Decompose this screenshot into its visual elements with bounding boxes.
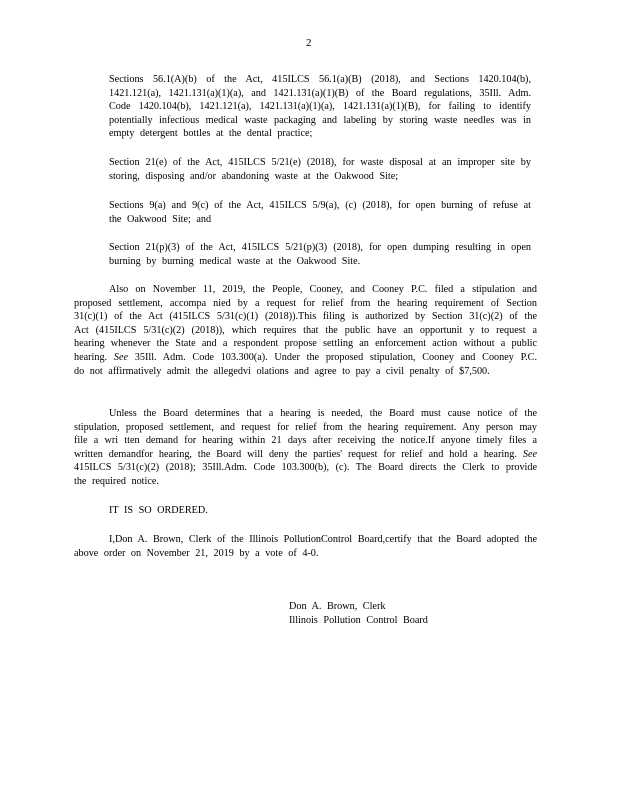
paragraph-waste-disposal-violation (109, 156, 531, 183)
signer-name: Don A. Brown, Clerk (289, 601, 386, 612)
paragraph-text: Sections 56.1(A)(b) of the Act, 415ILCS 56.1(a)(B) (2018), and Sections 1420.104(b), 1421.121(a), 1421.131(a)(1)(a), and 1421.131(a)(1)(B) of the Board regulations, 35Ill. Adm. Code 1420.104(b), 1421.121(a), 1421.131(a)(1)(a), 1421.131(a)(1)(B), for failing to identify potentially infectious medical waste packaging and labeling by storing waste needles was in empty detergent bottles at the dental practice; (109, 74, 531, 140)
citation-signal: See (113, 351, 129, 363)
paragraph-open-dumping-violation (109, 241, 531, 268)
paragraph-text: I,Don A. Brown, Clerk of the Illinois PollutionControl Board,certify that the Board adopted the above order on November 21, 2019 by a vote of 4-0. (74, 534, 537, 559)
text-segment: Unless the Board determines that a hearing is needed, the Board must cause notice of the stipulation, proposed settlement, and request for relief from the hearing requirement. Any person may file a wri tten demand for hearing within 21 days after receiving the notice.If anyone timely files a written demandfor hearing, the Board will deny the parties' request for relief and hold a hearing. (74, 408, 537, 460)
paragraph-text: Section 21(e) of the Act, 415ILCS 5/21(e) (2018), for waste disposal at an improper site by storing, disposing and/or abandoning waste at the Oakwood Site; (109, 157, 531, 182)
paragraph-regulations-violation (109, 73, 531, 141)
citation-signal: See (522, 448, 538, 460)
text-segment: Also on November 11, 2019, the People, Cooney, and Cooney P.C. filed a stipulation and proposed settlement, accompa nied by a request for relief from the hearing requirement of Section 31(c)(1) of the Act (415ILCS 5/31(c)(1) (2018)).This filing is authorized by Section 31(c)(2) of the Act (415ILCS 5/31(c)(2) (2018)), which requires that the public have an opportunit y to request a hearing whenever the State and a respondent propose settling an enforcement action without a public hearing. (74, 284, 537, 363)
paragraph-hearing-notice (74, 407, 537, 489)
paragraph-text (74, 407, 537, 489)
text-segment: 35Ill. Adm. Code 103.300(a). Under the proposed stipulation, Cooney and Cooney P.C. do not affirmatively admit the allegedvi olations and agree to pay a civil penalty of $7,500. (74, 351, 538, 377)
paragraph-certification (74, 533, 537, 560)
paragraph-text: Section 21(p)(3) of the Act, 415ILCS 5/21(p)(3) (2018), for open dumping resulting in open burning by burning medical waste at the Oakwood Site. (109, 242, 531, 267)
paragraph-stipulation (74, 283, 537, 378)
signature-block (289, 600, 428, 627)
order-statement: IT IS SO ORDERED. (109, 505, 208, 516)
paragraph-text: Sections 9(a) and 9(c) of the Act, 415ILCS 5/9(a), (c) (2018), for open burning of refuse at the Oakwood Site; and (109, 200, 531, 225)
paragraph-open-burning-violation (109, 199, 531, 226)
paragraph-text (74, 283, 537, 378)
page-number: 2 (306, 37, 312, 49)
text-segment: 415ILCS 5/31(c)(2) (2018); 35Ill.Adm. Code 103.300(b), (c). The Board directs the Clerk to provide the required notice. (74, 462, 537, 487)
signer-organization: Illinois Pollution Control Board (289, 614, 428, 626)
